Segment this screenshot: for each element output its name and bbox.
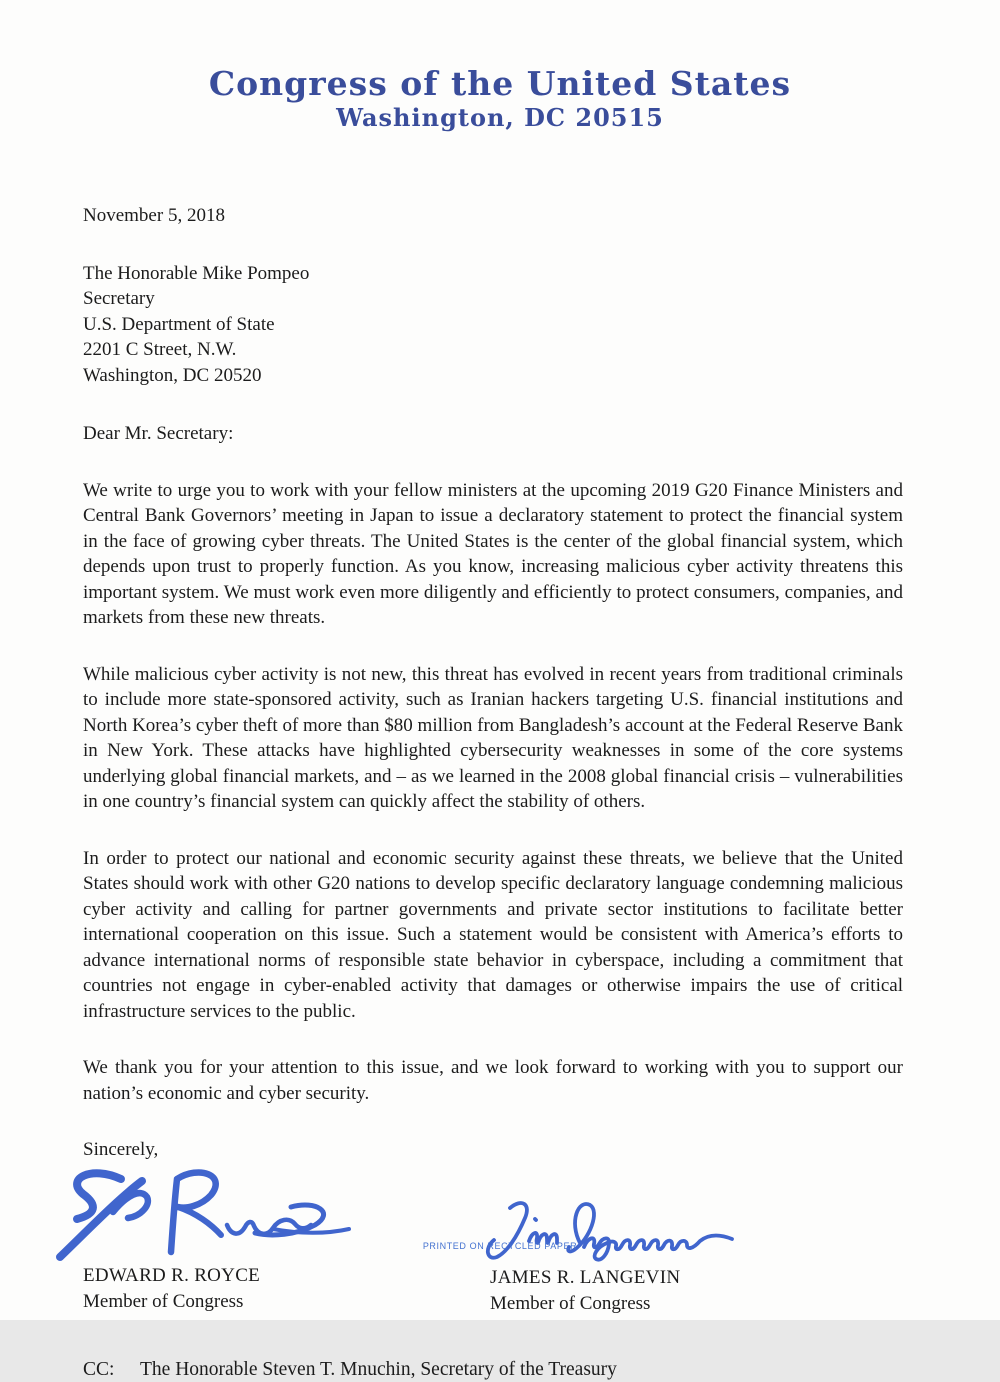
langevin-name: JAMES R. LANGEVIN	[490, 1266, 681, 1288]
recipient-title: Secretary	[83, 288, 155, 310]
body-paragraph-4: We thank you for your attention to this issue, and we look forward to working with you to support our nation’s economic and cyber security.	[83, 1057, 903, 1104]
letterhead-city: Washington, DC 20515	[336, 103, 664, 133]
salutation: Dear Mr. Secretary:	[83, 423, 234, 445]
royce-name: EDWARD R. ROYCE	[83, 1264, 261, 1286]
letter-date: November 5, 2018	[83, 205, 225, 227]
closing-sincerely: Sincerely,	[83, 1139, 159, 1161]
recipient-street: 2201 C Street, N.W.	[83, 339, 237, 361]
letterhead	[0, 0, 1000, 133]
cc-text: The Honorable Steven T. Mnuchin, Secretary of the Treasury	[140, 1358, 617, 1380]
langevin-title: Member of Congress	[490, 1293, 651, 1315]
langevin-signature-icon	[480, 1195, 740, 1263]
body-paragraph-1: We write to urge you to work with your fellow ministers at the upcoming 2019 G20 Finance Ministers and Central Bank Governors’ meeting in Japan to issue a declaratory statement to protect the financial system in the face of growing cyber threats. The United States is the center of the global financial system, which depends upon trust to properly function. As you know, increasing malicious cyber activity threatens this important system. We must work even more diligently and efficiently to protect consumers, companies, and markets from these new threats.	[83, 479, 903, 629]
recipient-address-block	[83, 261, 903, 389]
letterhead-title: Congress of the United States	[208, 64, 792, 103]
recipient-name: The Honorable Mike Pompeo	[83, 262, 310, 284]
cc-label: CC:	[83, 1358, 115, 1380]
recycled-paper-note: PRINTED ON RECYCLED PAPER	[422, 1241, 578, 1251]
letter-content	[83, 203, 903, 1382]
cc-line	[83, 1357, 903, 1382]
recipient-city: Washington, DC 20520	[83, 364, 262, 386]
body-paragraph-3: In order to protect our national and economic security against these threats, we believe that the United States should work with other G20 nations to develop specific declaratory language condemning malicious cyber activity and calling for partner governments and private sector institutions to facilitate better international cooperation on this issue. Such a statement would be consistent with America’s efforts to advance international norms of responsible state behavior in cyberspace, including a commitment that countries not engage in cyber-enabled activity that damages or otherwise impairs the use of critical infrastructure services to the public.	[83, 847, 903, 1022]
royce-title: Member of Congress	[83, 1291, 244, 1313]
recipient-org: U.S. Department of State	[83, 313, 275, 335]
body-paragraph-2: While malicious cyber activity is not new, this threat has evolved in recent years from traditional criminals to include more state-sponsored activity, such as Iranian hackers targeting U.S. financial institutions and North Korea’s cyber theft of more than $80 million from Bangladesh’s account at the Federal Reserve Bank in New York. These attacks have highlighted cybersecurity weaknesses in some of the core systems underlying global financial markets, and – as we learned in the 2008 global financial crisis – vulnerabilities in one country’s financial system can quickly affect the stability of others.	[83, 663, 903, 813]
